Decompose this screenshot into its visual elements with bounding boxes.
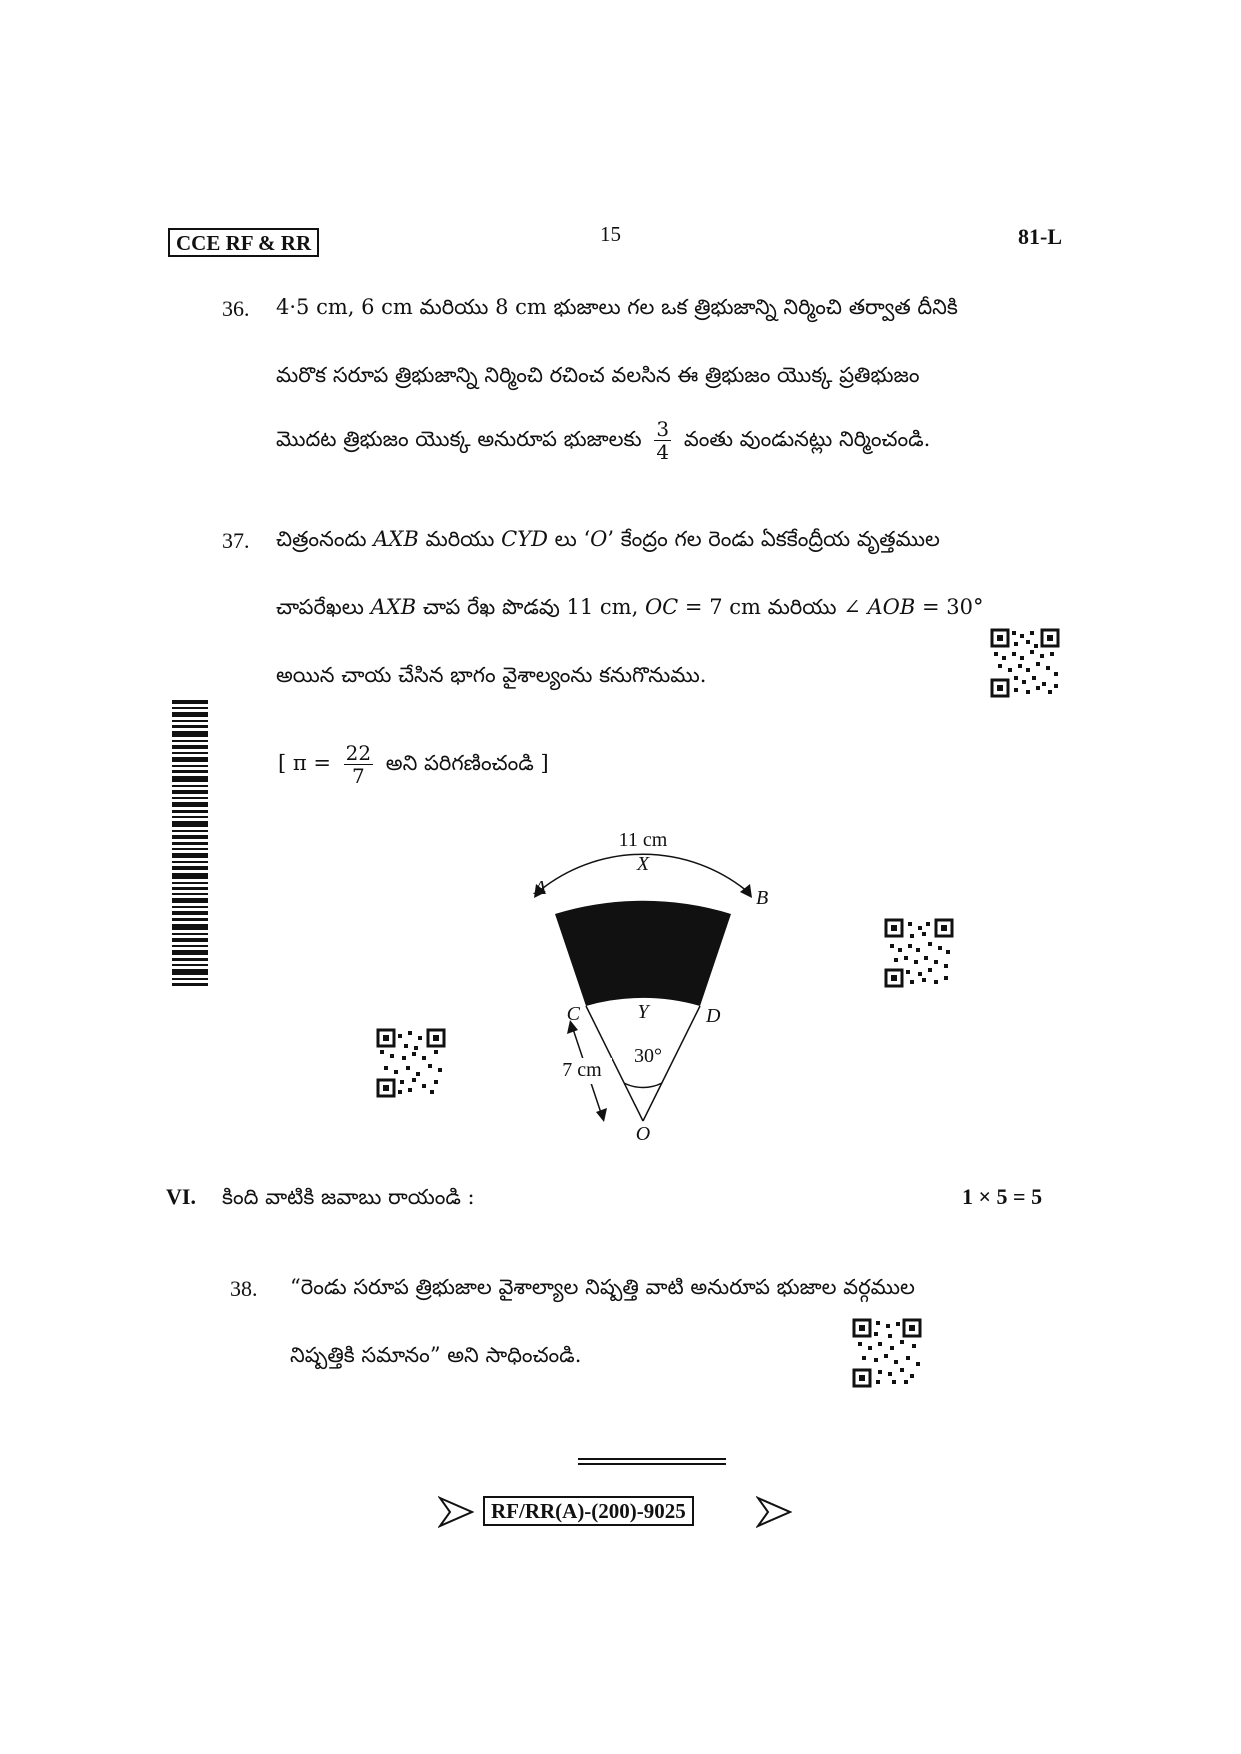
q38-line1: “రెండు సరూప త్రిభుజాల వైశాల్యాల నిష్పత్తి వాటి అనురూప భుజాల వర్గముల xyxy=(290,1275,915,1299)
footer-rule-top xyxy=(578,1458,726,1460)
q37-l2c: = 7 cm మరియు ∠ xyxy=(684,595,861,619)
q37-o: O xyxy=(590,527,608,551)
page-number: 15 xyxy=(600,222,621,246)
section-marks: 1 × 5 = 5 xyxy=(962,1184,1043,1209)
qr-code-icon xyxy=(990,628,1060,698)
q36-fraction xyxy=(654,418,671,463)
paper-code: 81-L xyxy=(1018,224,1062,249)
pi-post: అని పరిగణించండి ] xyxy=(385,751,549,775)
q38-line2: నిష్పత్తికి సమానం” అని సాధించండి. xyxy=(290,1343,582,1367)
q37-l1c: ’ కేంద్రం గల రెండు ఏకకేంద్రీయ వృత్తముల xyxy=(607,527,940,551)
angle-arc xyxy=(624,1083,662,1088)
pi-den: 7 xyxy=(352,764,365,788)
arrow-right-icon xyxy=(756,1496,792,1528)
q37-oc: OC xyxy=(644,595,679,619)
q36-line3 xyxy=(276,418,930,463)
footer-rule-bottom xyxy=(578,1463,726,1465)
section-number: VI. xyxy=(166,1184,196,1209)
label-b: B xyxy=(756,887,769,909)
q37-l2d: = 30° xyxy=(922,595,984,619)
arc-length-label: 11 cm xyxy=(618,829,668,851)
radius-label: 7 cm xyxy=(562,1059,602,1081)
qr-code-icon xyxy=(884,918,954,988)
pi-fraction xyxy=(344,742,373,787)
header-left-code: CCE RF & RR xyxy=(168,228,319,257)
qr-code-icon xyxy=(852,1318,922,1388)
qr-code-icon xyxy=(376,1028,446,1098)
pi-pre: [ π = xyxy=(278,751,331,775)
q37-aob: AOB xyxy=(867,595,916,619)
label-x: X xyxy=(636,853,650,875)
sector-figure xyxy=(520,800,800,1140)
radius-arrow-head-bottom xyxy=(596,1108,607,1122)
q37-l2a: చాపరేఖలు xyxy=(276,595,364,619)
label-c: C xyxy=(566,1003,580,1025)
q36-frac-num: 3 xyxy=(656,417,670,441)
q36-line2: మరొక సరూప త్రిభుజాన్ని నిర్మించి రచించ వలసిన ఈ త్రిభుజం యొక్క ప్రతిభుజం xyxy=(276,363,920,387)
q37-axb: AXB xyxy=(373,527,419,551)
q37-line3: అయిన చాయ చేసిన భాగం వైశాల్యంను కనుగొనుము. xyxy=(276,663,707,687)
label-o: O xyxy=(635,1123,651,1140)
section-title: కింది వాటికి జవాబు రాయండి : xyxy=(222,1185,475,1209)
q37-l1b: లు ‘ xyxy=(554,527,591,551)
q36-line3-post: వంతు వుండునట్లు నిర్మించండి. xyxy=(683,427,931,451)
label-d: D xyxy=(706,1005,721,1027)
q36-line3-pre: మొదట త్రిభుజం యొక్క అనురూప భుజాలకు xyxy=(276,427,642,451)
q36-number: 36. xyxy=(222,296,250,321)
footer-code: RF/RR(A)-(200)-9025 xyxy=(483,1496,694,1526)
angle-label: 30° xyxy=(634,1045,662,1067)
arrow-head-right xyxy=(740,884,752,898)
shaded-region xyxy=(555,901,731,1006)
q37-axb-2: AXB xyxy=(370,595,417,619)
label-y: Y xyxy=(637,1001,649,1023)
q38-number: 38. xyxy=(230,1276,258,1301)
q37-line1 xyxy=(276,524,940,554)
arrow-right-icon xyxy=(438,1496,474,1528)
q36-frac-den: 4 xyxy=(656,440,670,464)
barcode-icon xyxy=(172,700,208,986)
q37-l2b: చాప రేఖ పొడవు 11 cm, xyxy=(422,595,639,619)
label-a: A xyxy=(534,877,547,899)
q37-line2 xyxy=(276,592,984,622)
q37-and: మరియు xyxy=(425,527,495,551)
q37-l1a: చిత్రంనందు xyxy=(276,527,367,551)
q37-number: 37. xyxy=(222,528,250,553)
q36-line1: 4·5 cm, 6 cm మరియు 8 cm భుజాలు గల ఒక త్రిభుజాన్ని నిర్మించి తర్వాత దీనికి xyxy=(276,295,958,319)
q37-pi-note xyxy=(278,742,549,787)
pi-num: 22 xyxy=(345,741,372,765)
q37-cyd: CYD xyxy=(501,527,548,551)
